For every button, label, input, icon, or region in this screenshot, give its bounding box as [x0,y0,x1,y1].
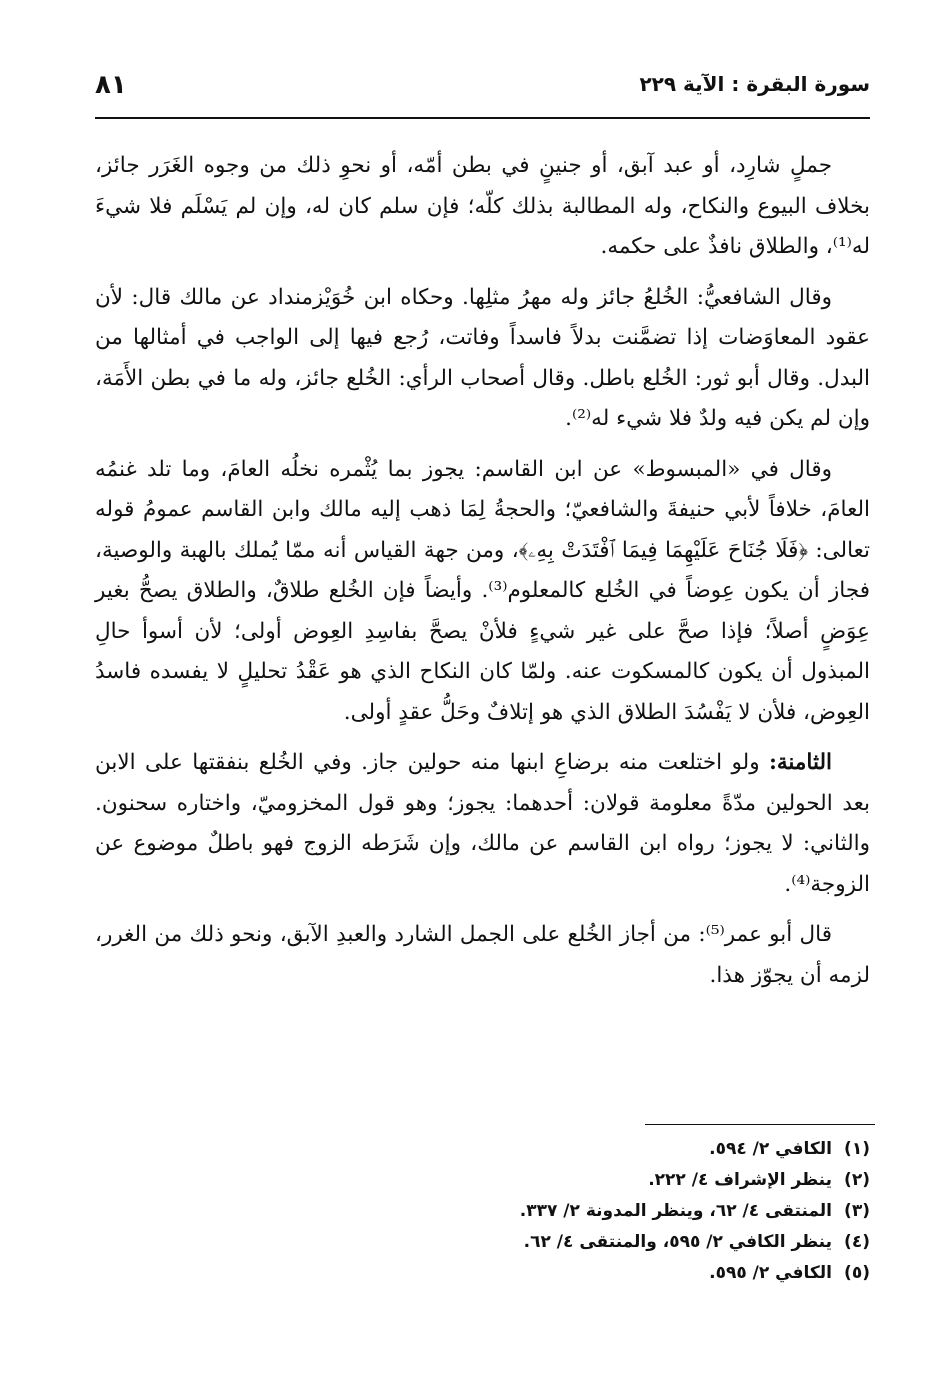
paragraph [95,743,870,905]
footnote: (٥)الكافي ٢/ ٥٩٥. [709,1263,870,1283]
paragraph-text: وقال الشافعيُّ: الخُلعُ جائز وله مهرُ مثلِها. وحكاه ابن خُوَيْزمنداد عن مالك قال: لأن عقود المعاوَضات إذا تضمَّنت بدلاً فاسداً وفاتت، رُجع فيها إلى الواجب في أمثالها من البدل. وقال أبو ثور: الخُلع باطل. وقال أصحاب الرأي: الخُلع جائز، وله ما في بطن الأَمَة، وإن لم يكن فيه ولدٌ فلا شيء له⁽²⁾. [95,284,870,431]
page-header [95,70,870,110]
paragraph [95,278,870,440]
paragraph [95,915,870,996]
footnotes [95,1134,870,1289]
paragraph-text: وقال في «المبسوط» عن ابن القاسم: يجوز بما يُثْمره نخلُه العامَ، وما تلد غنمُه العامَ، خلافاً لأبي حنيفةَ والشافعيّ؛ والحجةُ لِمَا ذهب إليه مالك وابن القاسم عمومُ قوله تعالى: ﴿فَلَا جُنَاحَ عَلَيْهِمَا فِيمَا ٱفْتَدَتْ بِهِۦ﴾، ومن جهة القياس أنه ممّا يُملك بالهبة والوصية، فجاز أن يكون عِوضاً في الخُلع كالمعلوم⁽³⁾. وأيضاً فإن الخُلع طلاقٌ، والطلاق يصحُّ بغير عِوَضٍ أصلاً؛ فإذا صحَّ على غير شيءٍ فلأنْ يصحَّ بفاسِدِ العِوض أولى؛ لأن أسوأ حالِ المبذول أن يكون كالمسكوت عنه. ولمّا كان النكاح الذي هو عَقْدُ تحليلٍ لا يفسده فاسدُ العِوض، فلأن لا يَفْسُدَ الطلاق الذي هو إتلافٌ وحَلُّ عقدٍ أولى. [95,456,870,725]
footnote: (٤)ينظر الكافي ٢/ ٥٩٥، والمنتقى ٤/ ٦٢. [523,1232,870,1252]
section-heading: الثامنة: [768,750,832,775]
paragraph [95,146,870,268]
footnote: (٢)ينظر الإشراف ٤/ ٢٢٢. [648,1170,870,1190]
paragraph [95,450,870,734]
paragraph-text: ولو اختلعت منه برضاعِ ابنها منه حولين جاز. وفي الخُلع بنفقتها على الابن بعد الحولين مدّةً معلومة قولان: أحدهما: يجوز؛ وهو قول المخزوميّ، واختاره سحنون. والثاني: لا يجوز؛ رواه ابن القاسم عن مالك، وإن شَرَطه الزوج فهو باطلٌ موضوع عن الزوجة⁽⁴⁾. [95,750,870,897]
footnote: (١)الكافي ٢/ ٥٩٤. [709,1139,870,1159]
page-number: ٨١ [95,70,127,100]
header-rule [95,117,870,119]
paragraph-text: جملٍ شارِد، أو عبد آبق، أو جنينٍ في بطن أمّه، أو نحوِ ذلك من وجوه الغَرَر جائز، بخلاف البيوع والنكاح، وله المطالبة بذلك كلّه؛ فإن سلم كان له، وإن لم يَسْلَم فلا شيءَ له⁽¹⁾، والطلاق نافذٌ على حكمه. [95,153,870,259]
paragraph-text: قال أبو عمر⁽⁵⁾: من أجاز الخُلع على الجمل الشارد والعبدِ الآبق، ونحو ذلك من الغرر، لزمه أن يجوّز هذا. [95,922,870,988]
running-title: سورة البقرة : الآية ٢٢٩ [639,72,870,96]
footnote: (٣)المنتقى ٤/ ٦٢، وينظر المدونة ٢/ ٣٣٧. [519,1201,870,1221]
footnote-rule [645,1124,875,1125]
main-text [95,146,870,1006]
